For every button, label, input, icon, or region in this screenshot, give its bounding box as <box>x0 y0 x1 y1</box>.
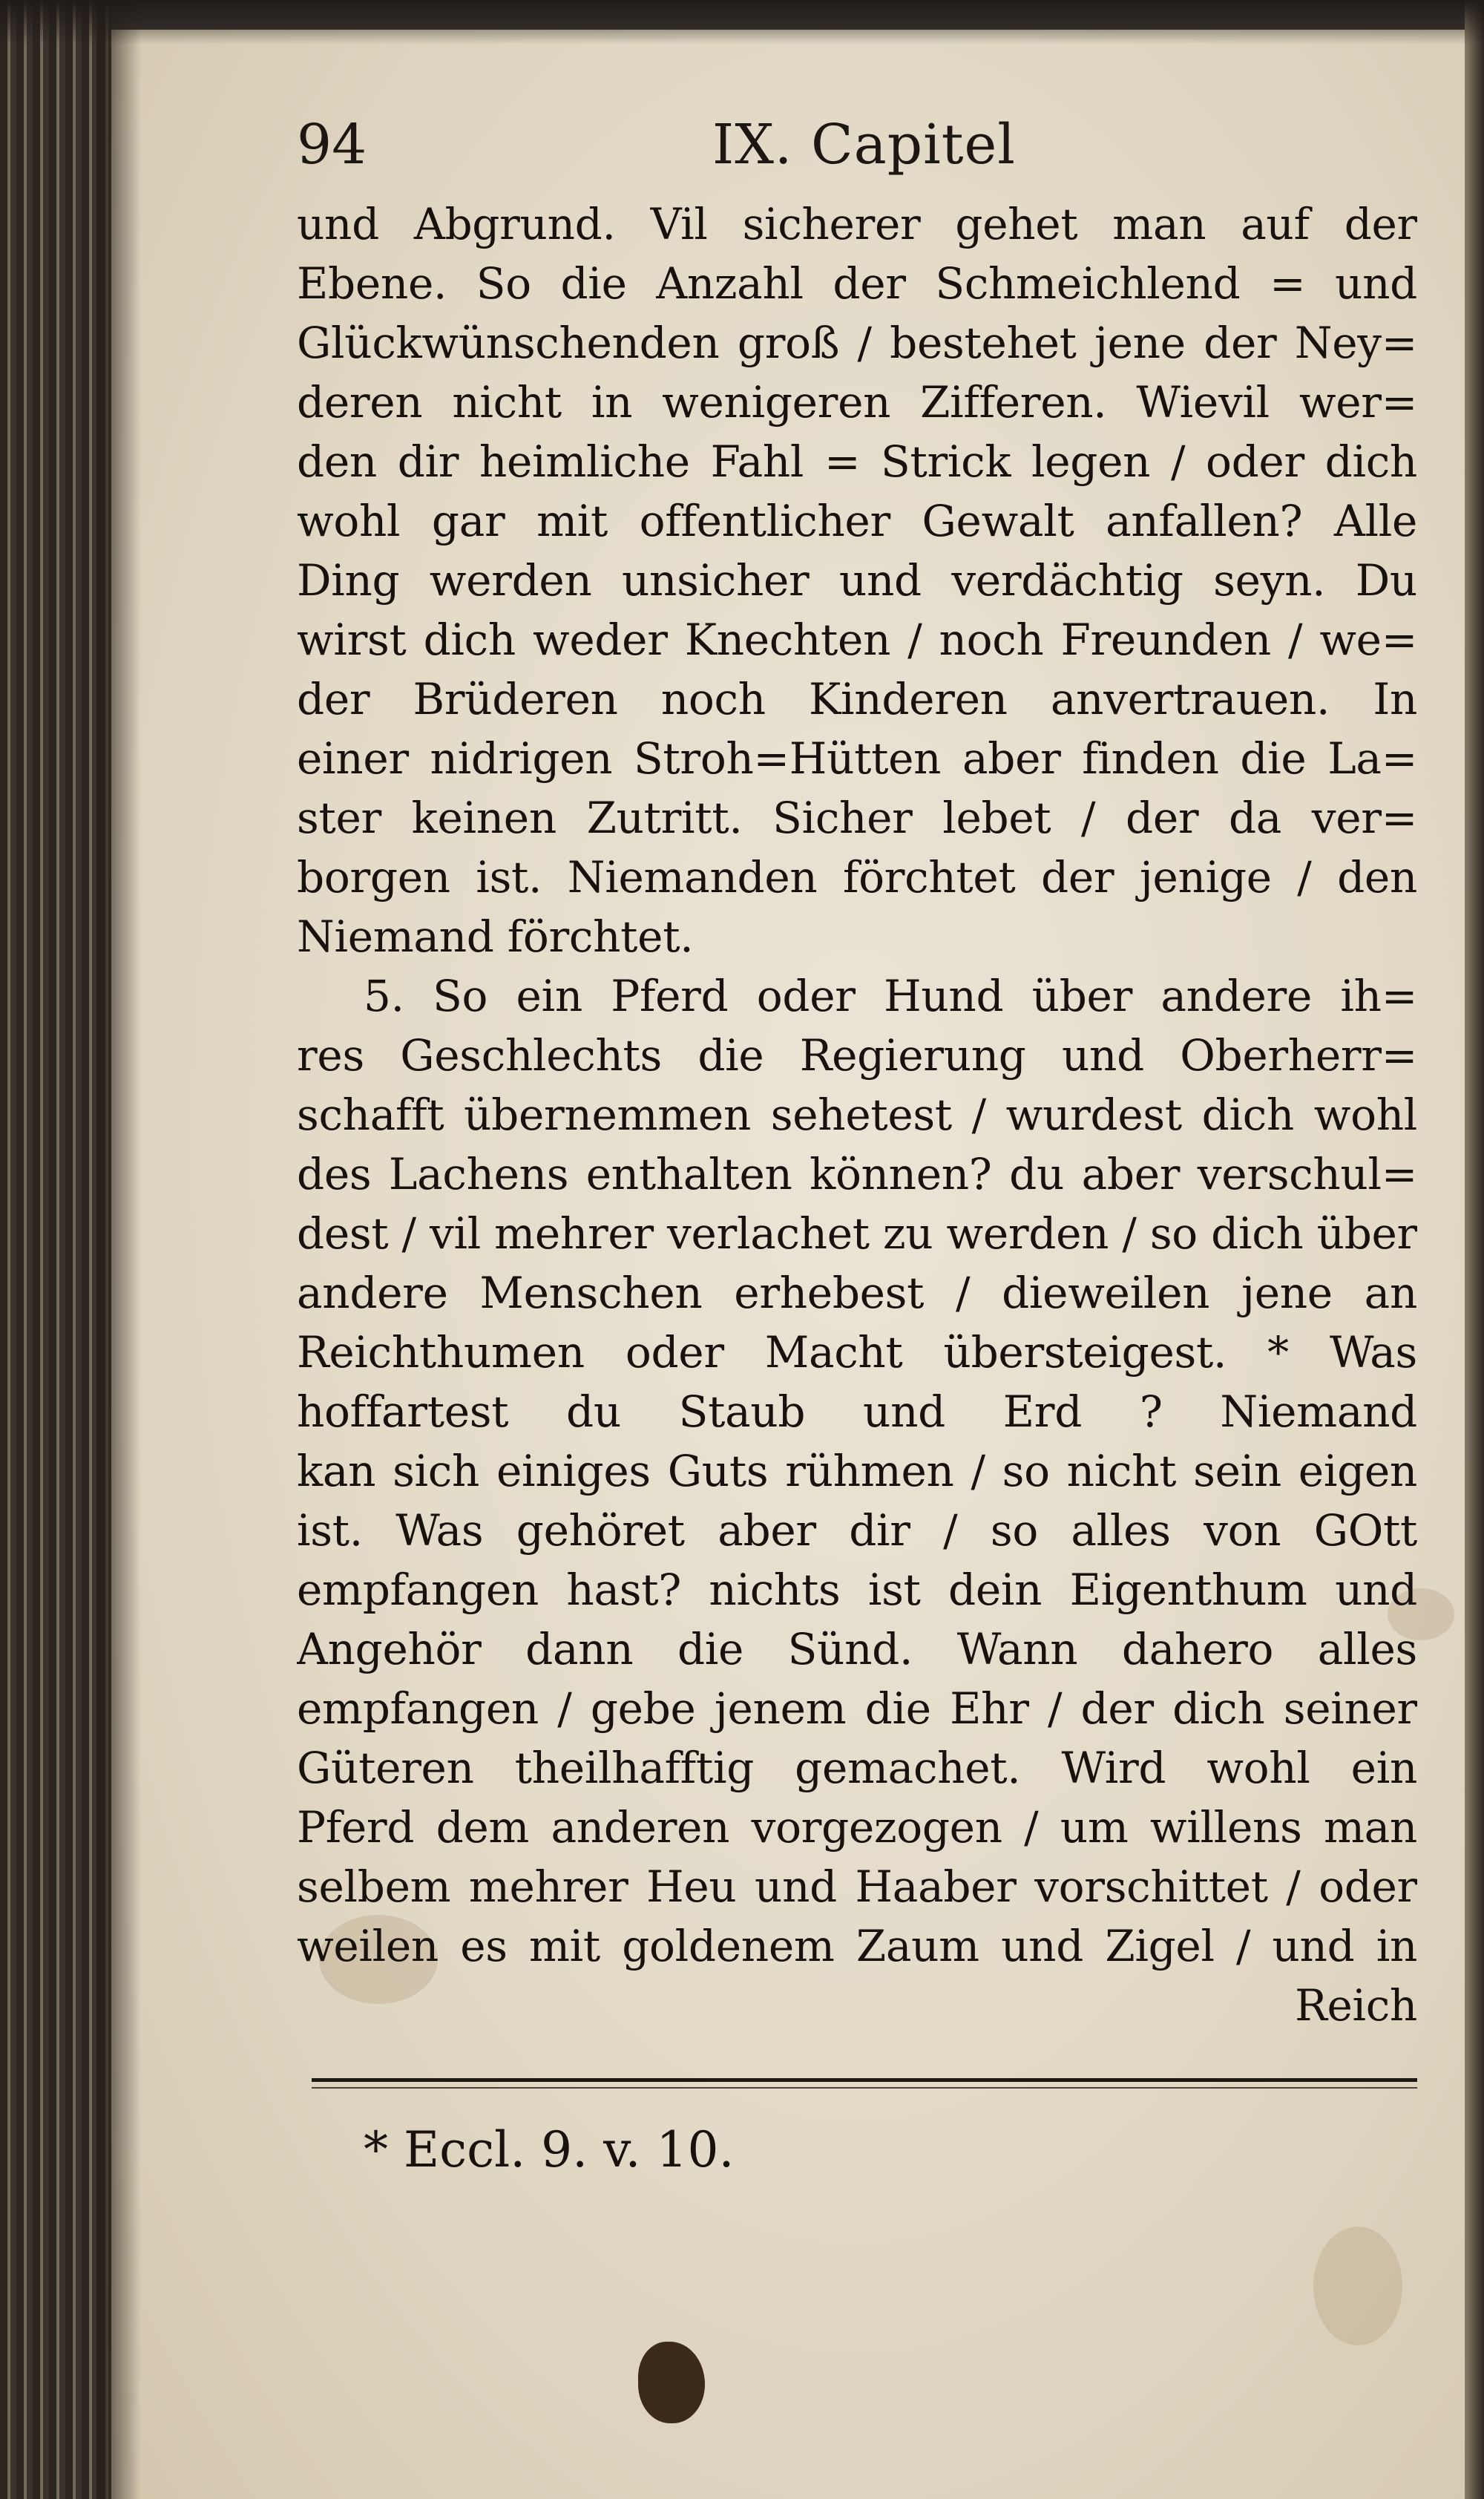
text-line: Ding werden unsicher und verdächtig seyn. Du <box>297 555 1417 606</box>
text-line: selbem mehrer Heu und Haaber vorschittet / oder <box>297 1861 1417 1912</box>
text-line: einer nidrigen Stroh=Hütten aber finden die La= <box>297 733 1417 784</box>
text-line: kan sich einiges Guts rühmen / so nicht sein eigen <box>297 1446 1417 1496</box>
text-line: Niemand förchtet. <box>297 911 694 962</box>
text-line: den dir heimliche Fahl = Strick legen / oder dich <box>297 436 1417 487</box>
catchword: Reich <box>1295 1980 1417 2031</box>
ink-blot <box>638 2342 705 2423</box>
text-line: hoffartest du Staub und Erd ? Niemand <box>297 1386 1417 1437</box>
text-line: empfangen / gebe jenem die Ehr / der dich seiner <box>297 1683 1417 1734</box>
gutter-shadow <box>96 0 141 2499</box>
text-line: Angehör dann die Sünd. Wann dahero alles <box>297 1624 1417 1674</box>
text-line: deren nicht in wenigeren Zifferen. Wievil wer= <box>297 377 1417 428</box>
page-number: 94 <box>297 113 367 177</box>
text-line: Güteren theilhafftig gemachet. Wird wohl ein <box>297 1743 1417 1793</box>
chapter-title: IX. Capitel <box>712 113 1016 177</box>
text-line: dest / vil mehrer verlachet zu werden / so dich über <box>297 1208 1417 1259</box>
text-line: Pferd dem anderen vorgezogen / um willens man <box>297 1802 1417 1853</box>
text-line: Glückwünschenden groß / bestehet jene der Ney= <box>297 318 1417 368</box>
running-head <box>297 104 1425 186</box>
body-text <box>297 194 1417 2035</box>
footnote: * Eccl. 9. v. 10. <box>364 2121 735 2178</box>
paragraph-start-line: 5. So ein Pferd oder Hund über andere ih= <box>364 971 1417 1021</box>
text-line: wohl gar mit offentlicher Gewalt anfallen? Alle <box>297 496 1417 546</box>
text-line: res Geschlechts die Regierung und Oberherr= <box>297 1030 1417 1081</box>
text-line: Reichthumen oder Macht übersteigest. * Was <box>297 1327 1417 1378</box>
footnote-rule-thin <box>312 2087 1417 2089</box>
text-line: Ebene. So die Anzahl der Schmeichlend = und <box>297 258 1417 309</box>
page-right-edge <box>1465 0 1484 2499</box>
paper-stain <box>1313 2227 1402 2345</box>
text-line: weilen es mit goldenem Zaum und Zigel / und in <box>297 1921 1417 1971</box>
text-line: ster keinen Zutritt. Sicher lebet / der da ver= <box>297 793 1417 843</box>
text-line: empfangen hast? nichts ist dein Eigenthum und <box>297 1565 1417 1615</box>
text-line: des Lachens enthalten können? du aber verschul= <box>297 1149 1417 1199</box>
page-top-edge <box>0 0 1484 45</box>
text-line: ist. Was gehöret aber dir / so alles von GOtt <box>297 1505 1417 1556</box>
text-line: wirst dich weder Knechten / noch Freunden / we= <box>297 615 1417 665</box>
text-line: schafft übernemmen sehetest / wurdest dich wohl <box>297 1090 1417 1140</box>
text-line: borgen ist. Niemanden förchtet der jenige / den <box>297 852 1417 903</box>
text-line: andere Menschen erhebest / dieweilen jene an <box>297 1268 1417 1318</box>
book-binding-edge <box>0 0 111 2499</box>
text-line: der Brüderen noch Kinderen anvertrauen. In <box>297 674 1417 724</box>
footnote-rule <box>312 2078 1417 2082</box>
text-line: und Abgrund. Vil sicherer gehet man auf der <box>297 199 1417 249</box>
